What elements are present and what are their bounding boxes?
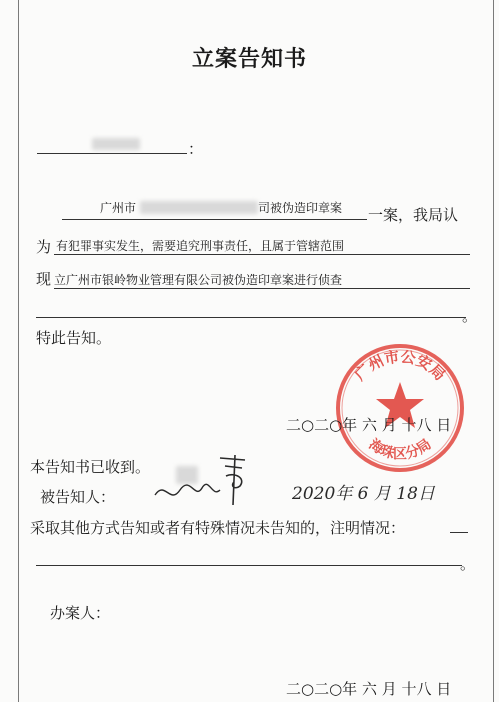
received-text: 本告知书已收到。 <box>30 458 151 476</box>
notified-label: 被告知人： <box>40 488 116 506</box>
document-title: 立案告知书 <box>191 46 307 72</box>
fill-line-6 <box>450 532 468 533</box>
svg-text:海珠区分局 <box>366 436 435 463</box>
fill-line-4 <box>36 317 466 318</box>
xian-char: 现 <box>36 270 52 288</box>
recipient-colon: ： <box>188 140 204 158</box>
handwritten-date: 2020年 6 月 18日 <box>292 484 435 504</box>
case-company-suffix: 司被伪造印章案 <box>258 201 343 215</box>
svg-text:广州市公安局 <box>351 348 449 385</box>
page-border-left <box>18 0 19 702</box>
fill-line-2 <box>54 254 470 255</box>
recipient-line <box>37 153 187 154</box>
redaction <box>140 201 258 214</box>
fill-line-3 <box>54 288 470 289</box>
official-seal-icon <box>330 338 470 478</box>
notice-text: 特此告知。 <box>36 329 112 347</box>
case-company-prefix: 广州市 <box>100 201 137 215</box>
fill-line-7 <box>36 565 462 566</box>
seal-top-text: 广州市公安局 <box>350 347 450 385</box>
line4-period: 。 <box>462 307 478 325</box>
redaction <box>92 138 140 150</box>
seal-bottom-text: 海珠区分局 <box>365 436 435 463</box>
handler-date: 二○二○年 六 月 十八 日 <box>286 680 452 698</box>
wei-char: 为 <box>36 238 52 256</box>
fill-text-2: 有犯罪事实发生，需要追究刑事责任，且属于管辖范围 <box>56 239 345 253</box>
fill-line-1 <box>62 219 367 220</box>
issue-date: 二○二○年 六 月 十八 日 <box>286 416 452 434</box>
page-border-right <box>493 0 494 702</box>
handler-label: 办案人： <box>50 604 111 622</box>
line7-period: 。 <box>460 555 476 573</box>
after-case-text: 一案，我局认 <box>368 206 459 224</box>
fill-text-3: 立广州市银岭物业管理有限公司被伪造印章案进行侦查 <box>54 273 343 287</box>
other-method-text: 采取其他方式告知或者有特殊情况未告知的，注明情况： <box>30 519 406 537</box>
handwritten-signature <box>150 450 270 510</box>
